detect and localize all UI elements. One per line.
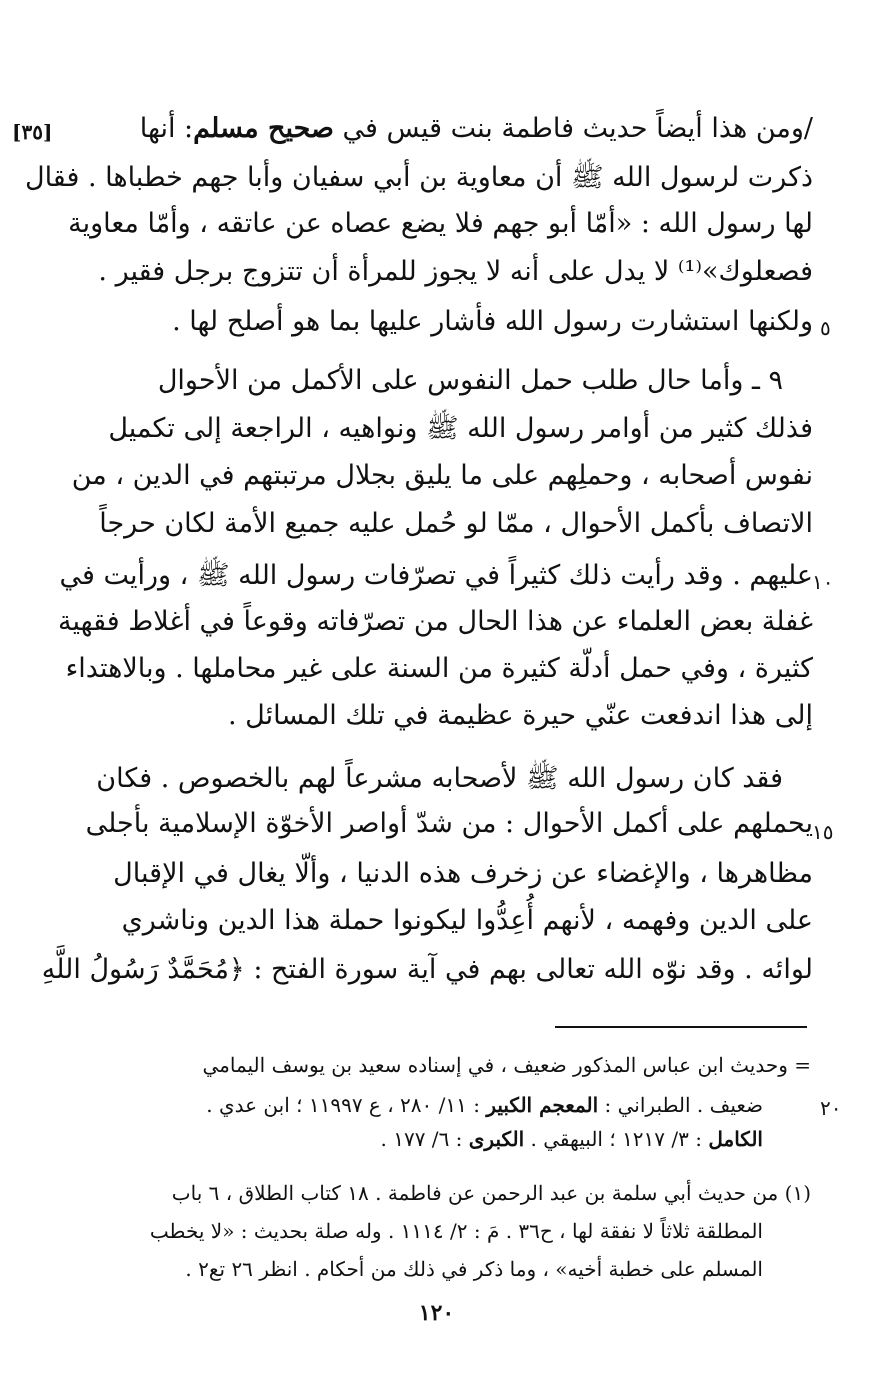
footnote-line: المطلقة ثلاثاً لا نفقة لها ، ح٣٦ . مَ : ٢/ ١١١٤ . وله صلة بحديث : «لا يخطب bbox=[149, 1219, 763, 1243]
line-number: ٥ bbox=[820, 316, 831, 340]
text-run: : ٣/ ١٢١٧ ؛ البيهقي . bbox=[524, 1127, 709, 1151]
body-line bbox=[140, 113, 813, 144]
body-line: الاتصاف بأكمل الأحوال ، ممّا لو حُمل عليه جميع الأمة لكان حرجاً bbox=[99, 508, 813, 539]
body-line: لوائه . وقد نوّه الله تعالى بهم في آية سورة الفتح : ﴿مُحَمَّدٌ رَسُولُ اللَّهِ bbox=[41, 954, 813, 985]
body-line: على الدين وفهمه ، لأنهم أُعِدُّوا ليكونوا حملة هذا الدين وناشري bbox=[121, 905, 813, 936]
line-number: ٢٠ bbox=[820, 1096, 842, 1120]
book-title: الكامل bbox=[708, 1127, 763, 1151]
body-line: ٩ ـ وأما حال طلب حمل النفوس على الأكمل من الأحوال bbox=[157, 365, 783, 396]
text-run: ضعيف . الطبراني : bbox=[598, 1093, 763, 1117]
footnote-separator bbox=[555, 1026, 807, 1028]
footnote-line: (١) من حديث أبي سلمة بن عبد الرحمن عن فاطمة . ١٨ كتاب الطلاق ، ٦ باب bbox=[171, 1181, 811, 1205]
footnote-line: المسلم على خطبة أخيه» ، وما ذكر في ذلك من أحكام . انظر ٢٦ تع٢ . bbox=[185, 1257, 763, 1281]
book-title: الكبرى bbox=[468, 1127, 525, 1151]
body-line: نفوس أصحابه ، وحملِهم على ما يليق بجلال مرتبتهم في الدين ، من bbox=[71, 460, 813, 491]
page-number: ١٢٠ bbox=[418, 1300, 455, 1326]
text-run: /ومن هذا أيضاً حديث فاطمة بنت قيس في bbox=[333, 113, 813, 144]
body-line: إلى هذا اندفعت عنّي حيرة عظيمة في تلك المسائل . bbox=[228, 700, 813, 731]
text-run: : ١١/ ٢٨٠ ، ع ١١٩٩٧ ؛ ابن عدي . bbox=[206, 1093, 487, 1117]
body-line: لها رسول الله : «أمّا أبو جهم فلا يضع عصاه عن عاتقه ، وأمّا معاوية bbox=[68, 208, 813, 239]
line-number: ١٥ bbox=[812, 820, 834, 844]
body-line: مظاهرها ، والإغضاء عن زخرف هذه الدنيا ، وألّا يغال في الإقبال bbox=[113, 858, 813, 889]
text-run: : أنها bbox=[139, 113, 194, 144]
footnote-line: = وحديث ابن عباس المذكور ضعيف ، في إسناده سعيد بن يوسف اليمامي bbox=[202, 1053, 811, 1077]
body-line: فذلك كثير من أوامر رسول الله ﷺ ونواهيه ، الراجعة إلى تكميل bbox=[108, 413, 813, 444]
book-title: صحيح مسلم bbox=[193, 113, 334, 144]
footnote-line bbox=[381, 1127, 764, 1151]
body-line: كثيرة ، وفي حمل أدلّة كثيرة من السنة على غير محاملها . وبالاهتداء bbox=[65, 653, 813, 684]
body-line: ذكرت لرسول الله ﷺ أن معاوية بن أبي سفيان وأبا جهم خطباها . فقال bbox=[24, 162, 813, 193]
body-line: فصعلوك»⁽¹⁾ لا يدل على أنه لا يجوز للمرأة أن تتزوج برجل فقير . bbox=[98, 256, 813, 287]
body-line: ولكنها استشارت رسول الله فأشار عليها بما هو أصلح لها . bbox=[172, 306, 813, 337]
footnote-line bbox=[206, 1093, 763, 1117]
line-number: ١٠ bbox=[812, 570, 834, 594]
body-line: فقد كان رسول الله ﷺ لأصحابه مشرعاً لهم بالخصوص . فكان bbox=[96, 763, 783, 794]
text-run: : ٦/ ١٧٧ . bbox=[380, 1127, 469, 1151]
body-line: عليهم . وقد رأيت ذلك كثيراً في تصرّفات رسول الله ﷺ ، ورأيت في bbox=[59, 560, 813, 591]
body-line: غفلة بعض العلماء عن هذا الحال من تصرّفاته وقوعاً في أغلاط فقهية bbox=[58, 606, 813, 637]
body-line: يحملهم على أكمل الأحوال : من شدّ أواصر الأخوّة الإسلامية بأجلى bbox=[85, 808, 813, 839]
book-title: المعجم الكبير bbox=[486, 1093, 599, 1117]
page-marker: [٣٥] bbox=[12, 120, 53, 144]
